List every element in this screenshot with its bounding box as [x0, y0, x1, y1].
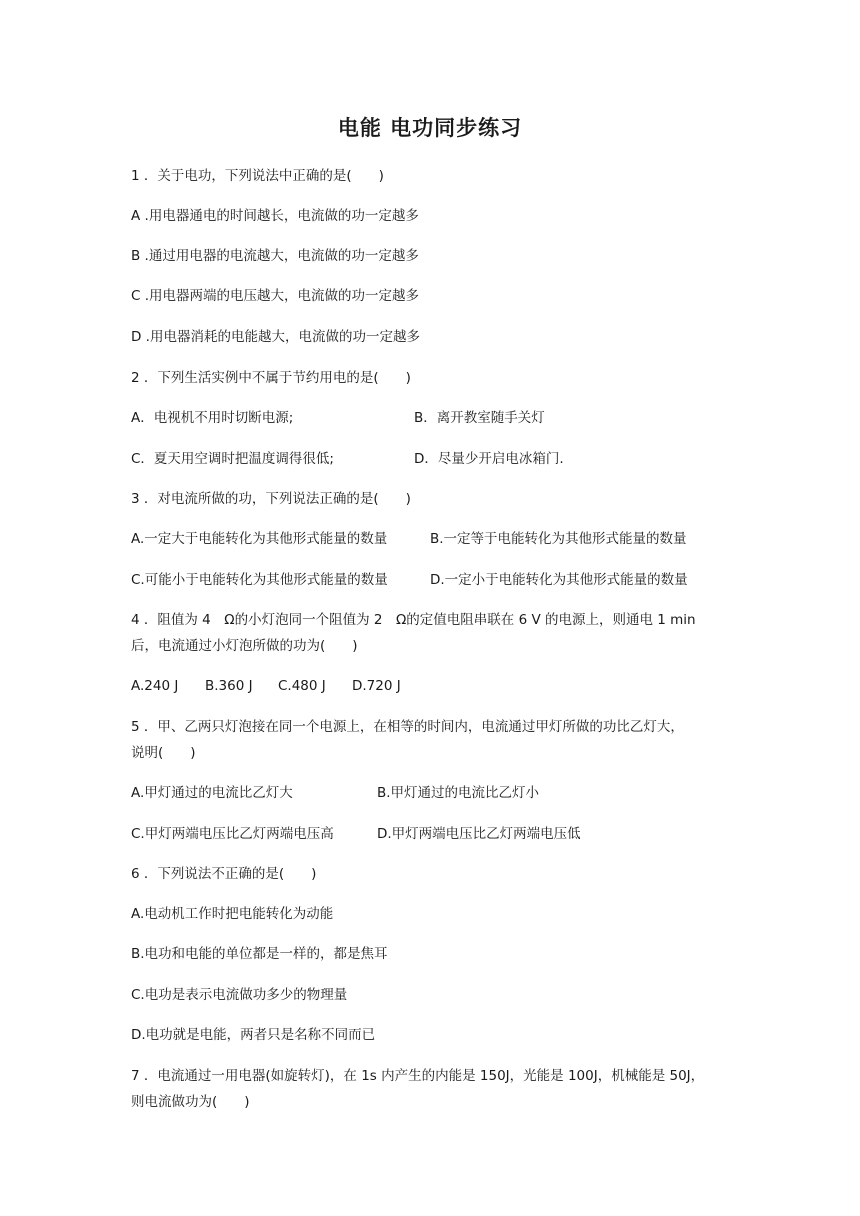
q5-option-a: A.甲灯通过的电流比乙灯大: [131, 785, 293, 801]
q7-stem-line2: 则电流做功为( ): [131, 1094, 250, 1110]
q3-stem: 3 ．对电流所做的功，下列说法正确的是( ): [131, 491, 411, 507]
q2-option-a: A．电视机不用时切断电源;: [131, 410, 294, 426]
q6-option-a: A.电动机工作时把电能转化为动能: [131, 906, 334, 922]
q4-option-b: B.360 J: [205, 678, 253, 694]
page-title: 电能 电功同步练习: [337, 116, 523, 140]
q6-option-c: C.电功是表示电流做功多少的物理量: [131, 987, 348, 1003]
q3-option-d: D.一定小于电能转化为其他形式能量的数量: [430, 572, 688, 588]
q1-option-c: C .用电器两端的电压越大，电流做的功一定越多: [131, 288, 420, 304]
q4-option-a: A.240 J: [131, 678, 179, 694]
q6-option-d: D.电功就是电能，两者只是名称不同而已: [131, 1027, 376, 1043]
q6-stem: 6 ．下列说法不正确的是( ): [131, 866, 317, 882]
q2-option-b: B．离开教室随手关灯: [414, 410, 545, 426]
q5-option-d: D.甲灯两端电压比乙灯两端电压低: [377, 826, 581, 842]
q5-stem-line1: 5 ．甲、乙两只灯泡接在同一个电源上，在相等的时间内，电流通过甲灯所做的功比乙灯大，: [131, 719, 684, 735]
q1-option-d: D .用电器消耗的电能越大，电流做的功一定越多: [131, 329, 420, 345]
q3-option-c: C.可能小于电能转化为其他形式能量的数量: [131, 572, 388, 588]
q5-option-c: C.甲灯两端电压比乙灯两端电压高: [131, 826, 334, 842]
q1-stem: 1 ．关于电功，下列说法中正确的是( ): [131, 168, 384, 184]
q5-option-b: B.甲灯通过的电流比乙灯小: [377, 785, 540, 801]
q7-stem-line1: 7 ．电流通过一用电器(如旋转灯)，在 1s 内产生的内能是 150J，光能是 100J，机械能是 50J，: [131, 1068, 705, 1084]
q1-option-b: B .通过用电器的电流越大，电流做的功一定越多: [131, 248, 419, 264]
q4-option-d: D.720 J: [352, 678, 401, 694]
q2-stem: 2 ．下列生活实例中不属于节约用电的是( ): [131, 370, 411, 386]
q4-stem-line2: 后，电流通过小灯泡所做的功为( ): [131, 638, 358, 654]
q4-stem-line1: 4 ．阻值为 4 Ω的小灯泡同一个阻值为 2 Ω的定值电阻串联在 6 V 的电源上，则通电 1 min: [131, 612, 696, 628]
q2-option-c: C．夏天用空调时把温度调得很低;: [131, 451, 334, 467]
q5-stem-line2: 说明( ): [131, 745, 196, 761]
q3-option-a: A.一定大于电能转化为其他形式能量的数量: [131, 531, 388, 547]
q3-option-b: B.一定等于电能转化为其他形式能量的数量: [430, 531, 687, 547]
q4-option-c: C.480 J: [278, 678, 326, 694]
q2-option-d: D．尽量少开启电冰箱门.: [414, 451, 564, 467]
q1-option-a: A .用电器通电的时间越长，电流做的功一定越多: [131, 208, 419, 224]
q6-option-b: B.电功和电能的单位都是一样的，都是焦耳: [131, 946, 388, 962]
